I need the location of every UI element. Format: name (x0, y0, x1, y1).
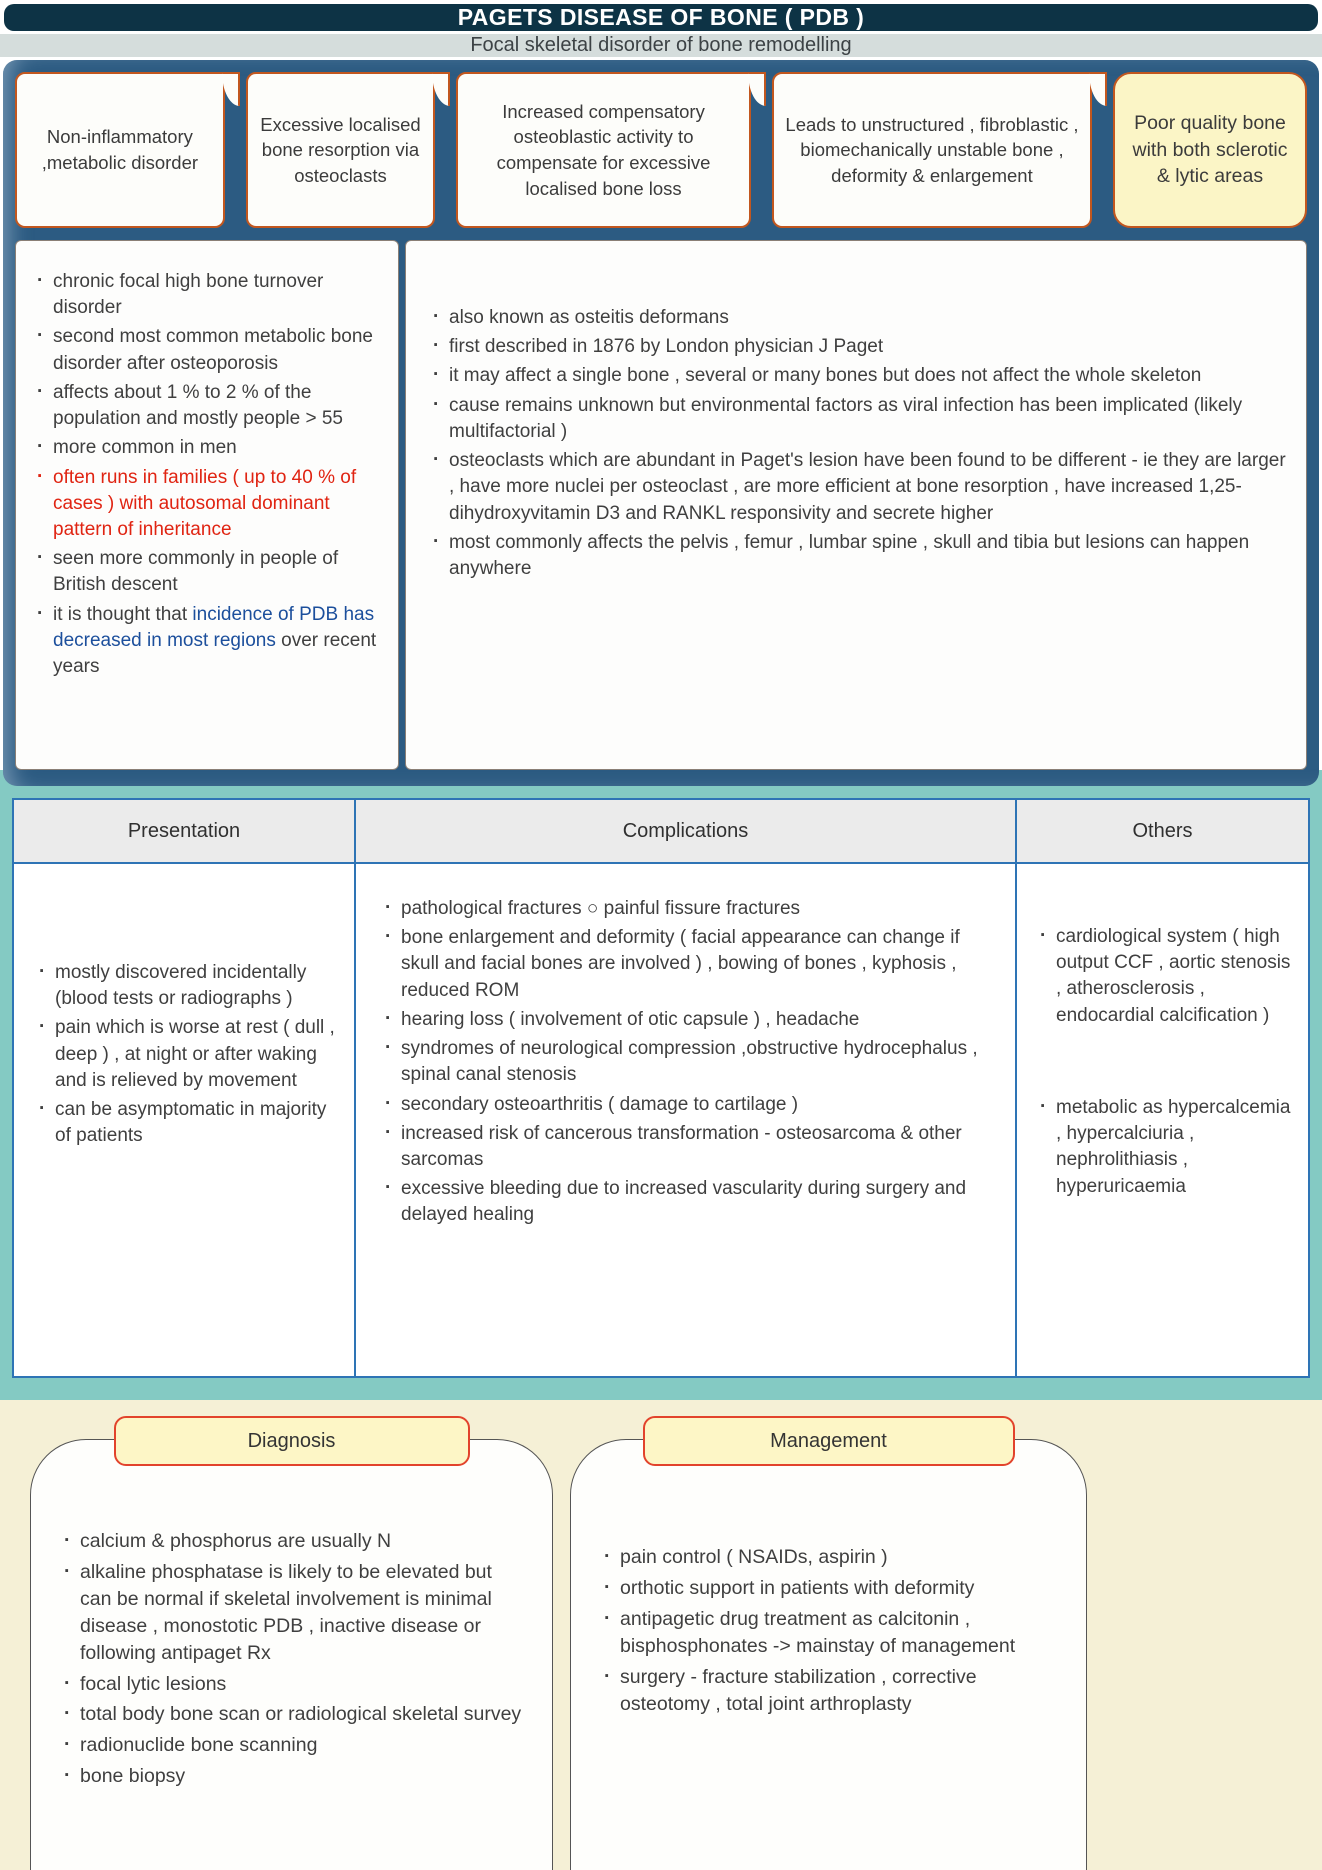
column-header-presentation: Presentation (14, 800, 354, 864)
bullet-item: · affects about 1 % to 2 % of the population and mostly people > 55 (34, 380, 386, 432)
bullet-item: · syndromes of neurological compression ,obstructive hydrocephalus , spinal canal stenosis (382, 1036, 993, 1088)
background-list (430, 305, 1286, 582)
bullet-item: · cardiological system ( high output CCF , aortic stenosis , atherosclerosis , endocardial calcification ) (1037, 924, 1296, 1029)
bullet-item: · increased risk of cancerous transformation - osteosarcoma & other sarcomas (382, 1121, 993, 1173)
bullet-item: · more common in men (34, 435, 386, 461)
bullet-item: · second most common metabolic bone disorder after osteoporosis (34, 324, 386, 376)
bullet-item: · osteoclasts which are abundant in Paget's lesion have been found to be different - ie they are larger , have more nuclei per osteoclast , are more efficient at bone resorption , have increased 1,25-dihydroxyvitamin D3 and RANKL responsivity and secrete higher (430, 448, 1286, 527)
epidemiology-panel (15, 240, 399, 770)
complications-list (382, 896, 993, 1229)
complications-cell (354, 864, 1017, 1376)
subtitle-bar (0, 34, 1322, 57)
diagnosis-bubble (30, 1439, 553, 1870)
presentation-list (36, 960, 340, 1150)
clinical-table (12, 798, 1310, 1378)
overview-section (3, 60, 1319, 786)
overview-panels (15, 240, 1307, 770)
bullet-item: · alkaline phosphatase is likely to be elevated but can be normal if skeletal involvement is minimal disease , monostotic PDB , inactive disease or following antipaget Rx (61, 1559, 528, 1667)
flow-step-2: Excessive localised bone resorption via osteoclasts (246, 72, 435, 228)
bullet-item: · can be asymptomatic in majority of patients (36, 1097, 340, 1149)
presentation-cell (14, 864, 354, 1376)
page-title: PAGETS DISEASE OF BONE ( PDB ) (457, 4, 865, 30)
bullet-item: · surgery - fracture stabilization , corrective osteotomy , total joint arthroplasty (601, 1664, 1062, 1718)
bullet-item: · first described in 1876 by London physician J Paget (430, 334, 1286, 360)
flow-step-3: Increased compensatory osteoblastic activity to compensate for excessive localised bone loss (456, 72, 751, 228)
diagnosis-group (30, 1416, 553, 1870)
bullet-item: · bone biopsy (61, 1763, 528, 1790)
subtitle-text: Focal skeletal disorder of bone remodelling (470, 34, 852, 56)
epidemiology-list (34, 269, 386, 680)
bullet-item: · mostly discovered incidentally (blood tests or radiographs ) (36, 960, 340, 1012)
bullet-item: · total body bone scan or radiological skeletal survey (61, 1701, 528, 1728)
bullet-item: · metabolic as hypercalcemia , hypercalciuria , nephrolithiasis , hyperuricaemia (1037, 1095, 1296, 1200)
others-cell (1017, 864, 1308, 1376)
bullet-item: · often runs in families ( up to 40 % of cases ) with autosomal dominant pattern of inheritance (34, 465, 386, 544)
bullet-item: · pathological fractures ○ painful fissure fractures (382, 896, 993, 922)
bullet-item: · hearing loss ( involvement of otic capsule ) , headache (382, 1007, 993, 1033)
bullet-item: · orthotic support in patients with deformity (601, 1575, 1062, 1602)
clinical-table-section (0, 770, 1322, 1400)
management-group (570, 1416, 1087, 1870)
column-header-others: Others (1017, 800, 1308, 864)
bullet-item: · pain which is worse at rest ( dull , deep ) , at night or after waking and is relieved by movement (36, 1015, 340, 1094)
bullet-item: · also known as osteitis deformans (430, 305, 1286, 331)
pathophysiology-flow (15, 72, 1307, 228)
diagnosis-list (61, 1528, 528, 1790)
bullet-item: · chronic focal high bone turnover disorder (34, 269, 386, 321)
bullet-item: · cause remains unknown but environmental factors as viral infection has been implicated (likely multifactorial ) (430, 393, 1286, 445)
bullet-item: · pain control ( NSAIDs, aspirin ) (601, 1544, 1062, 1571)
diagnosis-title-pill: Diagnosis (114, 1416, 470, 1466)
bullet-item: · focal lytic lesions (61, 1671, 528, 1698)
flow-step-5-result: Poor quality bone with both sclerotic & lytic areas (1113, 72, 1307, 228)
management-list (601, 1544, 1062, 1717)
others-list (1037, 924, 1296, 1200)
management-title-pill: Management (643, 1416, 1015, 1466)
bullet-item: · secondary osteoarthritis ( damage to cartilage ) (382, 1092, 993, 1118)
management-bubble (570, 1439, 1087, 1870)
workup-section (0, 1400, 1322, 1870)
flow-step-4: Leads to unstructured , fibroblastic , biomechanically unstable bone , deformity & enlargement (772, 72, 1092, 228)
bullet-item: · antipagetic drug treatment as calcitonin , bisphosphonates -> mainstay of management (601, 1606, 1062, 1660)
bullet-item: · calcium & phosphorus are usually N (61, 1528, 528, 1555)
background-panel (405, 240, 1307, 770)
bullet-item: · seen more commonly in people of British descent (34, 546, 386, 598)
bullet-item: · it may affect a single bone , several or many bones but does not affect the whole skeleton (430, 363, 1286, 389)
column-header-complications: Complications (354, 800, 1017, 864)
bullet-item: · bone enlargement and deformity ( facial appearance can change if skull and facial bones are involved ) , bowing of bones , kyphosis , reduced ROM (382, 925, 993, 1004)
bullet-item: · radionuclide bone scanning (61, 1732, 528, 1759)
page-header (4, 4, 1318, 31)
flow-step-1: Non-inflammatory ,metabolic disorder (15, 72, 225, 228)
bullet-item: · most commonly affects the pelvis , femur , lumbar spine , skull and tibia but lesions can happen anywhere (430, 530, 1286, 582)
bullet-item: · it is thought that incidence of PDB has decreased in most regions over recent years (34, 602, 386, 681)
bullet-item: · excessive bleeding due to increased vascularity during surgery and delayed healing (382, 1176, 993, 1228)
